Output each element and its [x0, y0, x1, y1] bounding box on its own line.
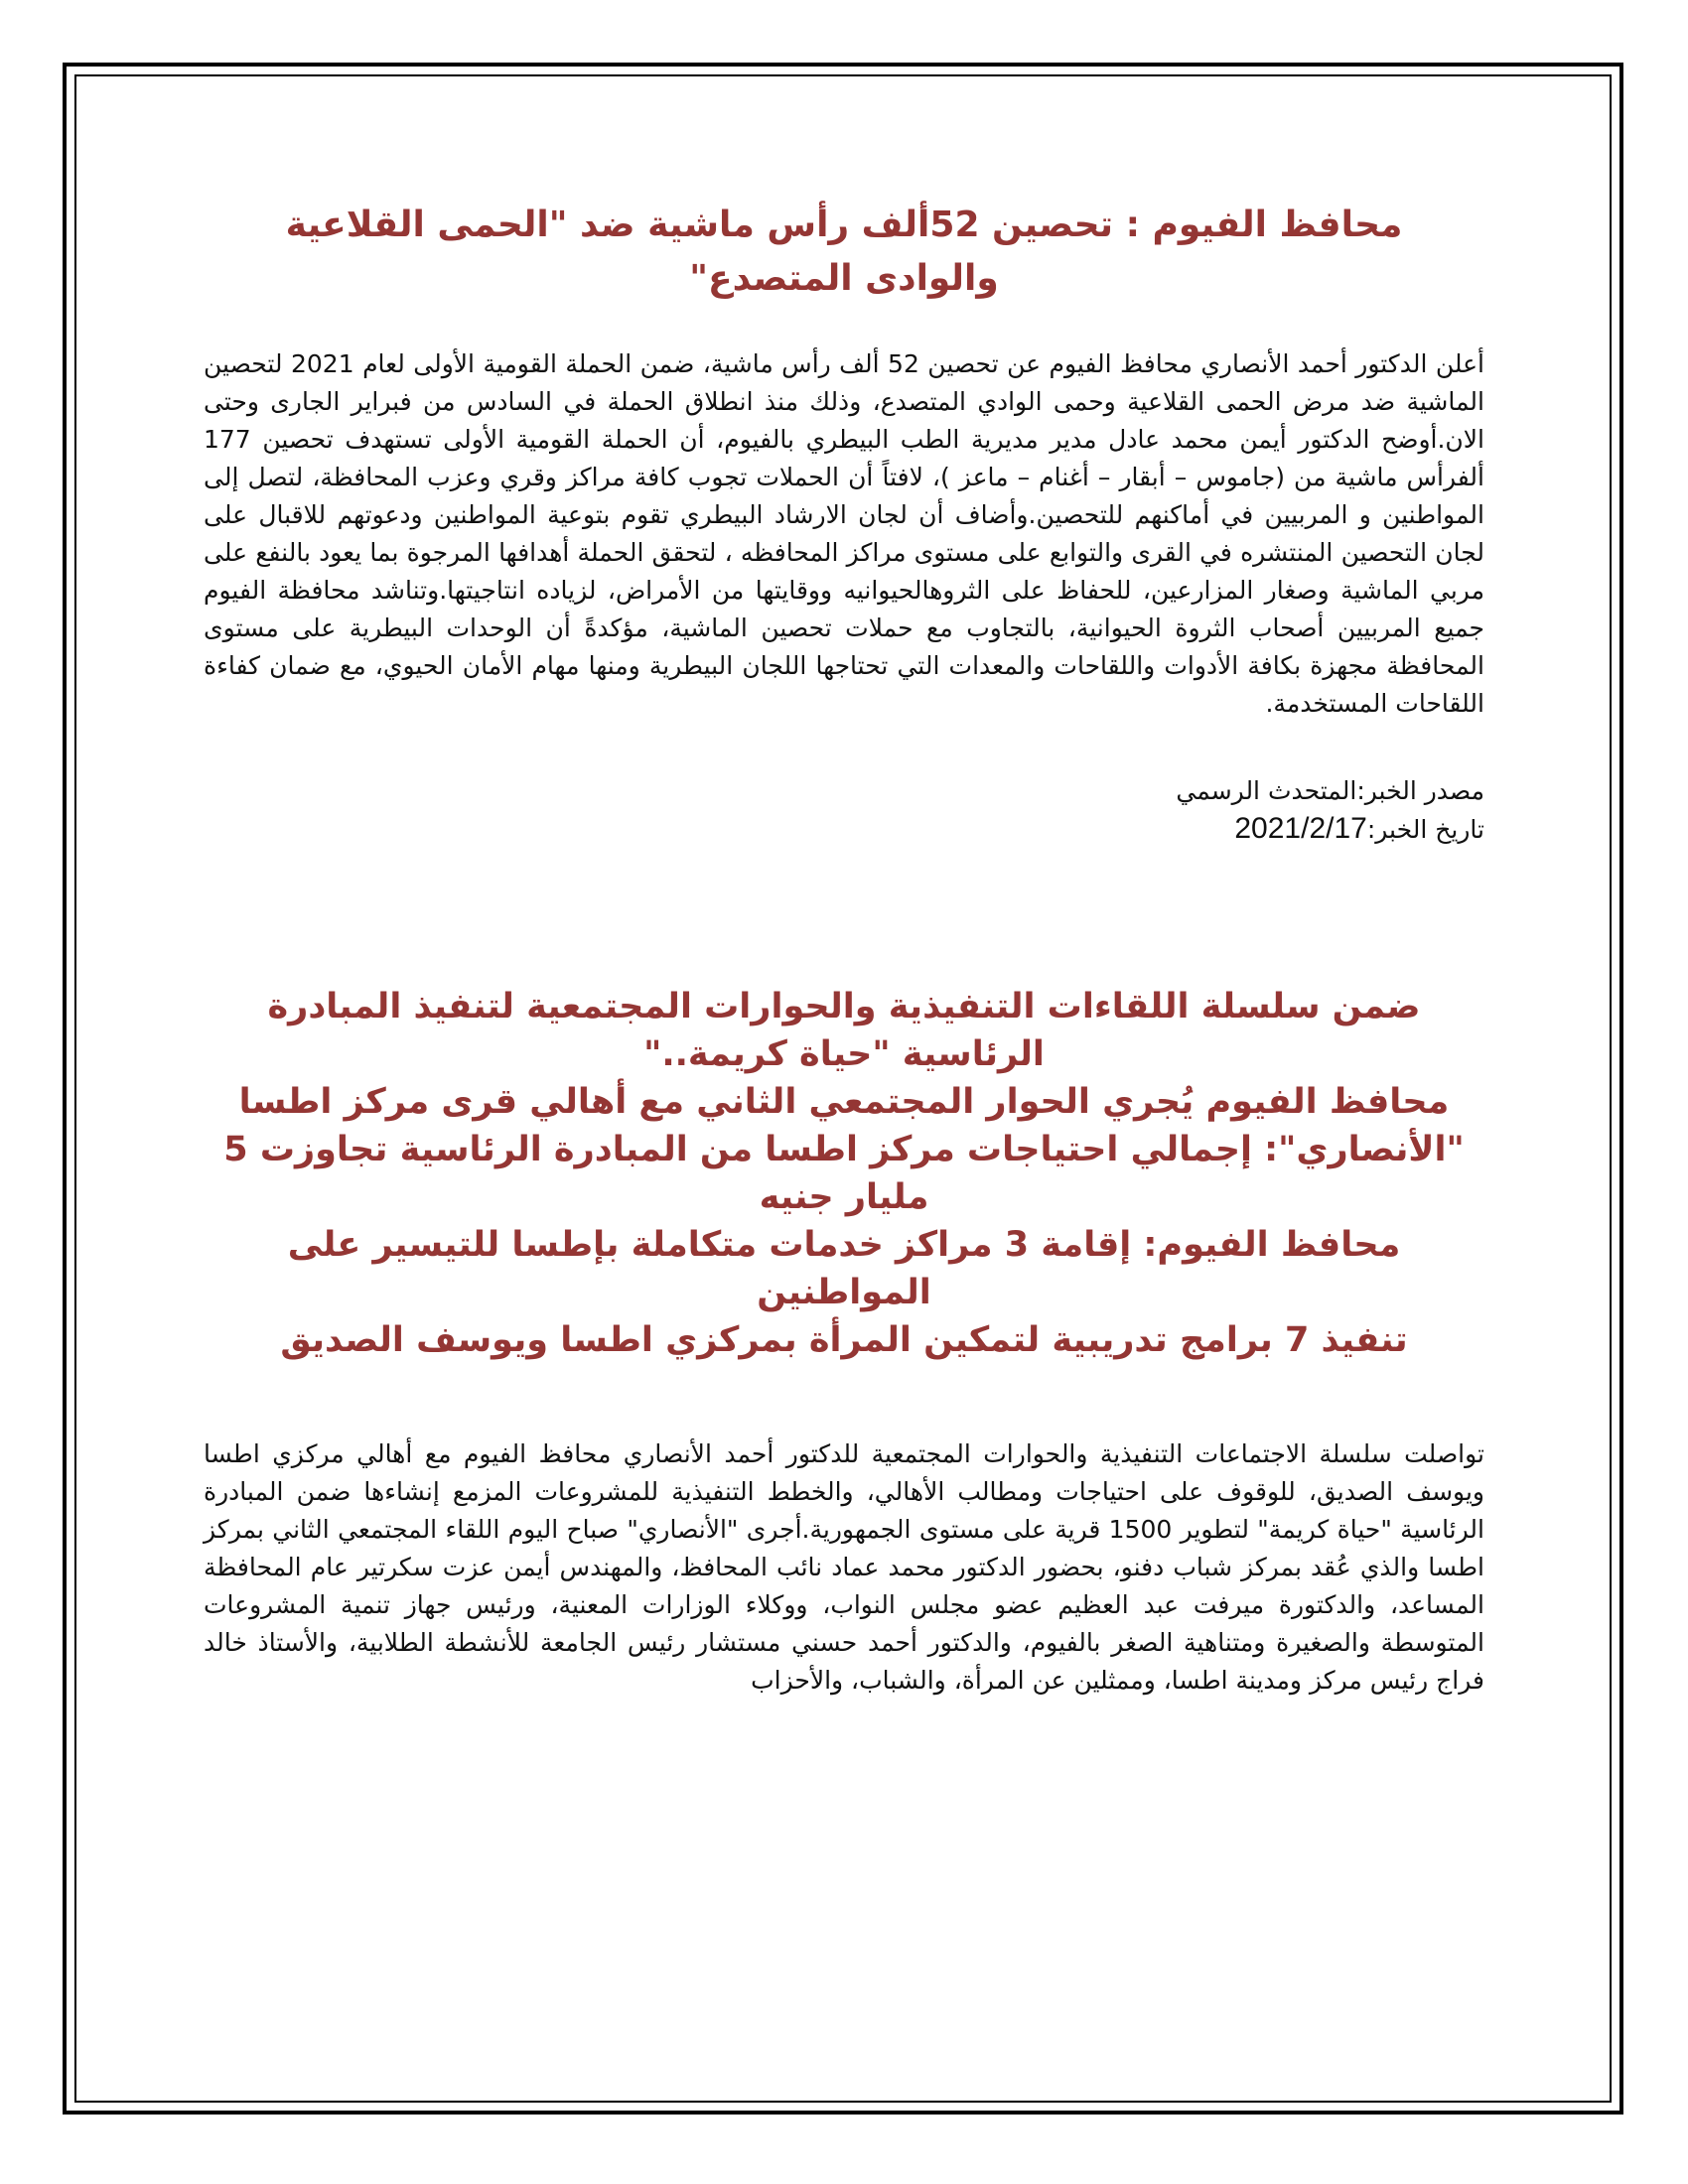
news-source-label: مصدر الخبر: — [1356, 776, 1484, 805]
news-source-value: المتحدث الرسمي — [1176, 776, 1357, 805]
article-2-headlines — [204, 983, 1484, 1364]
news-date-value: 2021/2/17 — [1234, 812, 1367, 845]
news-date-label: تاريخ الخبر: — [1366, 815, 1484, 844]
article-2-headline-1: ضمن سلسلة اللقاءات التنفيذية والحوارات المجتمعية لتنفيذ المبادرة الرئاسية "حياة كريمة.." — [267, 987, 1421, 1074]
document-content — [204, 199, 1484, 1700]
article-1-body: أعلن الدكتور أحمد الأنصاري محافظ الفيوم عن تحصين 52 ألف رأس ماشية، ضمن الحملة القومية الأولى لعام 2021 لتحصين الماشية ضد مرض الحمى القلاعية وحمى الوادي المتصدع، وذلك منذ انطلاق الحملة في السادس من فبراير الجارى وحتى الان.أوضح الدكتور أيمن محمد عادل مدير مديرية الطب البيطري بالفيوم، أن الحملة القومية الأولى تستهدف تحصين 177 ألفرأس ماشية من (جاموس – أبقار – أغنام – ماعز )، لافتاً أن الحملات تجوب كافة مراكز وقري وعزب المحافظة، لتصل إلى المواطنين و المربيين في أماكنهم للتحصين.وأضاف أن لجان الارشاد البيطري تقوم بتوعية المواطنين ودعوتهم للاقبال على لجان التحصين المنتشره في القرى والتوابع على مستوى مراكز المحافظه ، لتحقق الحملة أهدافها المرجوة بما يعود بالنفع على مربي الماشية وصغار المزارعين، للحفاظ على الثروهالحيوانيه ووقايتها من الأمراض، لزياده انتاجيتها.وتناشد محافظة الفيوم جميع المربيين أصحاب الثروة الحيوانية، بالتجاوب مع حملات تحصين الماشية، مؤكدةً أن الوحدات البيطرية على مستوى المحافظة مجهزة بكافة الأدوات واللقاحات والمعدات التي تحتاجها اللجان البيطرية ومنها مهام الأمان الحيوي، مع ضمان كفاءة اللقاحات المستخدمة. — [204, 349, 1485, 718]
news-date-line — [204, 810, 1484, 849]
article-2-body: تواصلت سلسلة الاجتماعات التنفيذية والحوارات المجتمعية للدكتور أحمد الأنصاري محافظ الفيوم مع أهالي مركزي اطسا ويوسف الصديق، للوقوف على احتياجات ومطالب الأهالي، والخطط التنفيذية للمشروعات المزمع إنشاءها ضمن المبادرة الرئاسية "حياة كريمة" لتطوير 1500 قرية على مستوى الجمهورية.أجرى "الأنصاري" صباح اليوم اللقاء المجتمعي الثاني بمركز اطسا والذي عُقد بمركز شباب دفنو، بحضور الدكتور محمد عماد نائب المحافظ، والمهندس أيمن عزت سكرتير عام المحافظة المساعد، والدكتورة ميرفت عبد العظيم عضو مجلس النواب، ووكلاء الوزارات المعنية، ورئيس جهاز تنمية المشروعات المتوسطة والصغيرة ومتناهية الصغر بالفيوم، والدكتور أحمد حسني مستشار رئيس الجامعة للأنشطة الطلابية، والأستاذ خالد فراج رئيس مركز ومدينة اطسا، وممثلين عن المرأة، والشباب، والأحزاب — [204, 1439, 1484, 1695]
article-2-headline-2: محافظ الفيوم يُجري الحوار المجتمعي الثاني مع أهالي قرى مركز اطسا "الأنصاري": إجمالي احتياجات مركز اطسا من المبادرة الرئاسية تجاوزت 5 مليار جنيه — [223, 1082, 1465, 1217]
article-2-heading — [204, 983, 1484, 1364]
article-2-headline-3: محافظ الفيوم: إقامة 3 مراكز خدمات متكاملة بإطسا للتيسير على المواطنين — [287, 1225, 1401, 1312]
article-2-headline-4: تنفيذ 7 برامج تدريبية لتمكين المرأة بمركزي اطسا ويوسف الصديق — [280, 1320, 1408, 1360]
article-1-meta — [204, 772, 1484, 849]
article-1-title: محافظ الفيوم : تحصين 52ألف رأس ماشية ضد "الحمى القلاعية والوادى المتصدع" — [285, 205, 1403, 299]
news-source-line — [204, 772, 1484, 810]
